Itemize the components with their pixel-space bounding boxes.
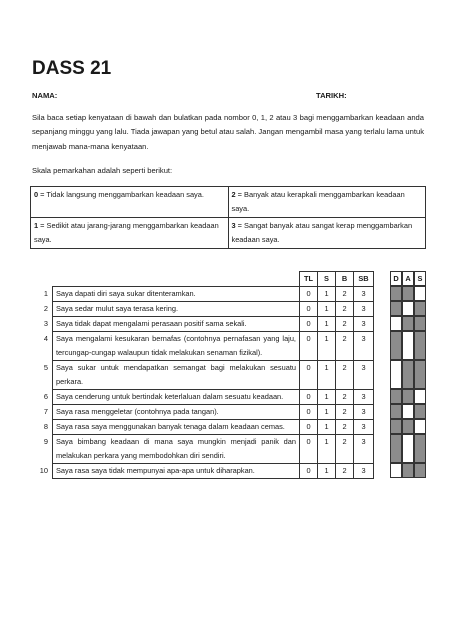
das-cell-d bbox=[390, 404, 402, 419]
item-text: Saya tidak dapat mengalami perasaan positif sama sekali. bbox=[56, 319, 247, 328]
item-row bbox=[53, 332, 374, 361]
item-number: 1 bbox=[43, 289, 48, 298]
item-text-cell bbox=[43, 332, 300, 361]
das-cell-s bbox=[414, 434, 426, 463]
das-cell-s bbox=[414, 331, 426, 360]
item-text: Saya sukar untuk mendapatkan semangat bagi melakukan sesuatu perkara. bbox=[56, 363, 296, 386]
das-grid bbox=[390, 271, 426, 286]
legend-cell-3: 3 = Sangat banyak atau sangat kerap menggambarkan keadaan saya. bbox=[228, 218, 426, 249]
das-cell-d bbox=[390, 286, 402, 301]
das-header-a: A bbox=[402, 271, 414, 286]
legend-cell-0: 0 = Tidak langsung menggambarkan keadaan saya. bbox=[31, 187, 229, 218]
score-option-3[interactable]: 3 bbox=[354, 332, 374, 361]
item-text: Saya rasa menggeletar (contohnya pada tangan). bbox=[56, 407, 219, 416]
das-cell-a bbox=[402, 434, 414, 463]
das-cell-d bbox=[390, 301, 402, 316]
item-number: 5 bbox=[43, 363, 48, 372]
item-number: 7 bbox=[43, 407, 48, 416]
das-cell-d bbox=[390, 463, 402, 478]
score-option-3[interactable]: 3 bbox=[354, 420, 374, 435]
item-row bbox=[53, 390, 374, 405]
das-cell-s bbox=[414, 389, 426, 404]
items-table bbox=[39, 271, 374, 479]
score-option-1[interactable]: 1 bbox=[318, 332, 336, 361]
das-cell-a bbox=[402, 316, 414, 331]
item-number: 10 bbox=[39, 466, 48, 475]
item-text: Saya cenderung untuk bertindak keterlaluan dalam sesuatu keadaan. bbox=[56, 392, 284, 401]
score-option-3[interactable]: 3 bbox=[354, 361, 374, 390]
das-cell-a bbox=[402, 419, 414, 434]
score-option-0[interactable]: 0 bbox=[300, 317, 318, 332]
instructions-paragraph: Sila baca setiap kenyataan di bawah dan bulatkan pada nombor 0, 1, 2 atau 3 bagi menggambarkan keadaan anda sepanjang minggu yang lalu. Tiada jawapan yang betul atau salah. Jangan mengambil masa yang terlalu lama untuk menjawab mana-mana kenyataan. bbox=[32, 113, 424, 151]
item-text-cell bbox=[43, 435, 300, 464]
score-option-1[interactable]: 1 bbox=[318, 361, 336, 390]
score-option-1[interactable]: 1 bbox=[318, 317, 336, 332]
item-row bbox=[53, 317, 374, 332]
items-header-row bbox=[53, 272, 374, 287]
legend-cell-2: 2 = Banyak atau kerapkali menggambarkan keadaan saya. bbox=[228, 187, 426, 218]
score-option-1[interactable]: 1 bbox=[318, 287, 336, 302]
item-text: Saya sedar mulut saya terasa kering. bbox=[56, 304, 179, 313]
score-option-2[interactable]: 2 bbox=[336, 332, 354, 361]
header-blank bbox=[53, 272, 300, 287]
score-option-0[interactable]: 0 bbox=[300, 420, 318, 435]
header-s: S bbox=[318, 272, 336, 287]
item-text: Saya rasa saya menggunakan banyak tenaga dalam keadaan cemas. bbox=[56, 422, 285, 431]
das-cell-s bbox=[414, 360, 426, 389]
score-option-2[interactable]: 2 bbox=[336, 405, 354, 420]
score-option-3[interactable]: 3 bbox=[354, 302, 374, 317]
das-cell-d bbox=[390, 419, 402, 434]
das-cell-a bbox=[402, 389, 414, 404]
item-number: 8 bbox=[43, 422, 48, 431]
score-option-3[interactable]: 3 bbox=[354, 390, 374, 405]
das-cell-s bbox=[414, 286, 426, 301]
item-number: 3 bbox=[43, 319, 48, 328]
das-cell-s bbox=[414, 316, 426, 331]
header-sb: SB bbox=[354, 272, 374, 287]
score-option-3[interactable]: 3 bbox=[354, 464, 374, 479]
das-header-s: S bbox=[414, 271, 426, 286]
score-option-3[interactable]: 3 bbox=[354, 405, 374, 420]
item-row bbox=[53, 361, 374, 390]
item-text: Saya bimbang keadaan di mana saya mungkin menjadi panik dan melakukan perkara yang membodohkan diri sendiri. bbox=[56, 437, 296, 460]
scale-legend-table bbox=[30, 186, 426, 249]
das-cell-d bbox=[390, 331, 402, 360]
item-text-cell bbox=[43, 420, 300, 435]
item-row bbox=[53, 420, 374, 435]
item-row bbox=[53, 405, 374, 420]
das-cell-s bbox=[414, 404, 426, 419]
item-number: 6 bbox=[43, 392, 48, 401]
score-option-1[interactable]: 1 bbox=[318, 420, 336, 435]
das-cell-a bbox=[402, 301, 414, 316]
das-cell-a bbox=[402, 404, 414, 419]
score-option-2[interactable]: 2 bbox=[336, 287, 354, 302]
score-option-2[interactable]: 2 bbox=[336, 390, 354, 405]
item-text: Saya rasa saya tidak mempunyai apa-apa untuk diharapkan. bbox=[56, 466, 255, 475]
item-row bbox=[53, 435, 374, 464]
item-text: Saya dapati diri saya sukar ditenteramkan. bbox=[56, 289, 196, 298]
item-row bbox=[53, 464, 374, 479]
item-text-cell bbox=[43, 361, 300, 390]
page-title: DASS 21 bbox=[32, 58, 112, 79]
nama-label: NAMA: bbox=[32, 91, 58, 100]
das-cell-d bbox=[390, 389, 402, 404]
score-option-3[interactable]: 3 bbox=[354, 317, 374, 332]
das-header-d: D bbox=[390, 271, 402, 286]
item-row bbox=[53, 287, 374, 302]
score-option-0[interactable]: 0 bbox=[300, 405, 318, 420]
item-text-cell bbox=[39, 464, 300, 479]
header-b: B bbox=[336, 272, 354, 287]
scale-intro: Skala pemarkahan adalah seperti berikut: bbox=[32, 166, 173, 175]
item-row bbox=[53, 302, 374, 317]
das-cell-a bbox=[402, 463, 414, 478]
score-option-2[interactable]: 2 bbox=[336, 464, 354, 479]
item-text-cell bbox=[43, 390, 300, 405]
das-cell-a bbox=[402, 286, 414, 301]
tarikh-label: TARIKH: bbox=[316, 91, 347, 100]
item-number: 9 bbox=[43, 437, 48, 446]
das-cell-d bbox=[390, 360, 402, 389]
score-option-0[interactable]: 0 bbox=[300, 390, 318, 405]
das-cell-a bbox=[402, 331, 414, 360]
das-cell-d bbox=[390, 434, 402, 463]
score-option-2[interactable]: 2 bbox=[336, 420, 354, 435]
score-option-1[interactable]: 1 bbox=[318, 435, 336, 464]
score-option-1[interactable]: 1 bbox=[318, 390, 336, 405]
score-option-0[interactable]: 0 bbox=[300, 332, 318, 361]
score-option-2[interactable]: 2 bbox=[336, 302, 354, 317]
item-number: 2 bbox=[43, 304, 48, 313]
item-text-cell bbox=[43, 287, 300, 302]
das-cell-s bbox=[414, 463, 426, 478]
item-text-cell bbox=[43, 317, 300, 332]
score-option-0[interactable]: 0 bbox=[300, 287, 318, 302]
score-option-3[interactable]: 3 bbox=[354, 435, 374, 464]
item-number: 4 bbox=[43, 334, 48, 343]
legend-cell-1: 1 = Sedikit atau jarang-jarang menggambarkan keadaan saya. bbox=[31, 218, 229, 249]
item-text-cell bbox=[43, 302, 300, 317]
score-option-2[interactable]: 2 bbox=[336, 361, 354, 390]
score-option-1[interactable]: 1 bbox=[318, 302, 336, 317]
das-cell-s bbox=[414, 419, 426, 434]
das-cell-s bbox=[414, 301, 426, 316]
item-text-cell bbox=[43, 405, 300, 420]
score-option-1[interactable]: 1 bbox=[318, 464, 336, 479]
item-text: Saya mengalami kesukaran bernafas (contohnya pernafasan yang laju, tercungap-cungap walaupun tidak melakukan senaman fizikal). bbox=[56, 334, 296, 357]
score-option-0[interactable]: 0 bbox=[300, 302, 318, 317]
das-cell-a bbox=[402, 360, 414, 389]
score-option-0[interactable]: 0 bbox=[300, 435, 318, 464]
score-option-1[interactable]: 1 bbox=[318, 405, 336, 420]
das-cell-d bbox=[390, 316, 402, 331]
score-option-3[interactable]: 3 bbox=[354, 287, 374, 302]
score-option-0[interactable]: 0 bbox=[300, 464, 318, 479]
score-option-2[interactable]: 2 bbox=[336, 317, 354, 332]
score-option-0[interactable]: 0 bbox=[300, 361, 318, 390]
score-option-2[interactable]: 2 bbox=[336, 435, 354, 464]
header-tl: TL bbox=[300, 272, 318, 287]
